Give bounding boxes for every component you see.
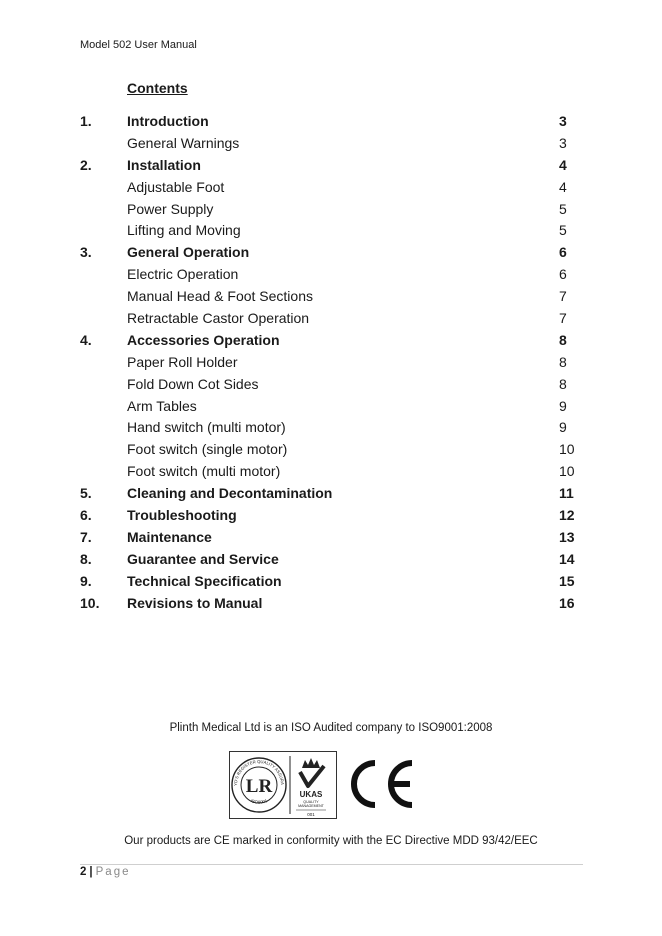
toc-label: Introduction bbox=[127, 113, 209, 129]
toc-label: General Operation bbox=[127, 244, 250, 261]
toc-label: Technical Specification bbox=[127, 572, 282, 589]
toc-page-number: 9 bbox=[559, 419, 567, 436]
toc-label: Arm Tables bbox=[127, 397, 197, 414]
toc-label: Revisions to Manual bbox=[127, 594, 263, 611]
toc-label: Electric Operation bbox=[127, 266, 239, 283]
toc-number: 5. bbox=[80, 485, 92, 502]
toc-page-number: 9 bbox=[559, 397, 567, 414]
toc-page-number: 5 bbox=[559, 222, 567, 239]
toc-label: Retractable Castor Operation bbox=[127, 310, 310, 327]
toc-subsection-row[interactable] bbox=[0, 201, 662, 223]
toc-label: Foot switch (single motor) bbox=[127, 441, 288, 458]
toc-number: 2. bbox=[80, 156, 92, 173]
toc-page-number: 15 bbox=[559, 572, 575, 589]
ukas-number: 001 bbox=[307, 812, 315, 817]
toc-label: Manual Head & Foot Sections bbox=[127, 288, 313, 305]
toc-subsection-row[interactable] bbox=[0, 441, 662, 463]
toc-chapter-row[interactable] bbox=[0, 529, 662, 551]
certification-logos bbox=[229, 751, 337, 819]
toc-page-number: 3 bbox=[559, 134, 567, 151]
lrqa-bottom-text: ISO9001 bbox=[249, 798, 269, 805]
toc-number: 10. bbox=[80, 594, 100, 611]
toc-subsection-row[interactable] bbox=[0, 354, 662, 376]
toc-page-number: 14 bbox=[559, 550, 575, 567]
ce-statement: Our products are CE marked in conformity with the EC Directive MDD 93/42/EEC bbox=[124, 835, 538, 847]
toc-subsection-row[interactable] bbox=[0, 376, 662, 398]
svg-text:ISO9001 bbox=[250, 798, 269, 805]
iso-statement: Plinth Medical Ltd is an ISO Audited company to ISO9001:2008 bbox=[169, 722, 493, 734]
toc-label: Power Supply bbox=[127, 200, 214, 217]
ce-mark-icon bbox=[344, 757, 416, 811]
toc-chapter-row[interactable] bbox=[0, 507, 662, 529]
toc-number: 1. bbox=[80, 113, 92, 129]
toc-number: 7. bbox=[80, 528, 92, 545]
page-footer bbox=[80, 866, 130, 878]
toc-label: Adjustable Foot bbox=[127, 178, 225, 195]
toc-number: 8. bbox=[80, 550, 92, 567]
toc-page-number: 16 bbox=[559, 594, 575, 611]
toc-page-number: 8 bbox=[559, 353, 567, 370]
toc-number: 4. bbox=[80, 331, 92, 348]
toc-chapter-row[interactable] bbox=[0, 113, 662, 135]
toc-page-number: 11 bbox=[559, 485, 574, 502]
toc-page-number: 8 bbox=[559, 375, 567, 392]
contents-title: Contents bbox=[127, 80, 188, 96]
page-number: 2 bbox=[80, 866, 87, 878]
toc-subsection-row[interactable] bbox=[0, 310, 662, 332]
toc-page-number: 12 bbox=[559, 507, 575, 524]
toc-page-number: 13 bbox=[559, 528, 575, 545]
toc-chapter-row[interactable] bbox=[0, 573, 662, 595]
toc-number: 9. bbox=[80, 572, 92, 589]
footer-separator: | bbox=[89, 866, 93, 878]
toc-page-number: 10 bbox=[559, 463, 575, 480]
toc-page-number: 8 bbox=[559, 331, 567, 348]
toc-label: General Warnings bbox=[127, 134, 240, 151]
toc-page-number: 7 bbox=[559, 310, 567, 327]
toc-chapter-row[interactable] bbox=[0, 595, 662, 617]
toc-label: Troubleshooting bbox=[127, 507, 237, 524]
table-of-contents bbox=[0, 113, 662, 616]
toc-page-number: 7 bbox=[559, 288, 567, 305]
toc-subsection-row[interactable] bbox=[0, 222, 662, 244]
page-label: Page bbox=[95, 866, 131, 878]
toc-number: 3. bbox=[80, 244, 92, 261]
toc-subsection-row[interactable] bbox=[0, 135, 662, 157]
toc-subsection-row[interactable] bbox=[0, 398, 662, 420]
toc-chapter-row[interactable] bbox=[0, 551, 662, 573]
lrqa-ring-text: YD'S REGISTER QUALITY ASSURA bbox=[232, 758, 286, 786]
toc-page-number: 10 bbox=[559, 441, 575, 458]
toc-chapter-row[interactable] bbox=[0, 485, 662, 507]
toc-label: Accessories Operation bbox=[127, 331, 280, 348]
toc-label: Fold Down Cot Sides bbox=[127, 375, 259, 392]
toc-chapter-row[interactable] bbox=[0, 332, 662, 354]
toc-label: Maintenance bbox=[127, 528, 212, 545]
toc-label: Foot switch (multi motor) bbox=[127, 463, 281, 480]
toc-chapter-row[interactable] bbox=[0, 244, 662, 266]
toc-subsection-row[interactable] bbox=[0, 288, 662, 310]
toc-label: Lifting and Moving bbox=[127, 222, 241, 239]
toc-label: Cleaning and Decontamination bbox=[127, 485, 333, 502]
toc-subsection-row[interactable] bbox=[0, 463, 662, 485]
toc-page-number: 6 bbox=[559, 244, 567, 261]
toc-label: Hand switch (multi motor) bbox=[127, 419, 286, 436]
footer-divider bbox=[80, 864, 583, 865]
toc-number: 6. bbox=[80, 507, 92, 524]
toc-page-number: 4 bbox=[559, 178, 567, 195]
running-header: Model 502 User Manual bbox=[80, 39, 197, 51]
toc-page-number: 5 bbox=[559, 200, 567, 217]
lrqa-monogram: LR bbox=[245, 776, 273, 797]
toc-page-number: 4 bbox=[559, 156, 567, 173]
toc-page-number: 3 bbox=[559, 113, 567, 129]
ukas-label: UKAS bbox=[299, 790, 323, 799]
ukas-sub-label: QUALITY bbox=[303, 800, 319, 804]
toc-subsection-row[interactable] bbox=[0, 419, 662, 441]
toc-label: Installation bbox=[127, 156, 201, 173]
toc-subsection-row[interactable] bbox=[0, 266, 662, 288]
toc-label: Paper Roll Holder bbox=[127, 353, 238, 370]
ukas-sub-label: MANAGEMENT bbox=[298, 804, 324, 808]
toc-chapter-row[interactable] bbox=[0, 157, 662, 179]
toc-page-number: 6 bbox=[559, 266, 567, 283]
toc-subsection-row[interactable] bbox=[0, 179, 662, 201]
lrqa-ukas-logo bbox=[230, 752, 336, 818]
toc-label: Guarantee and Service bbox=[127, 550, 279, 567]
